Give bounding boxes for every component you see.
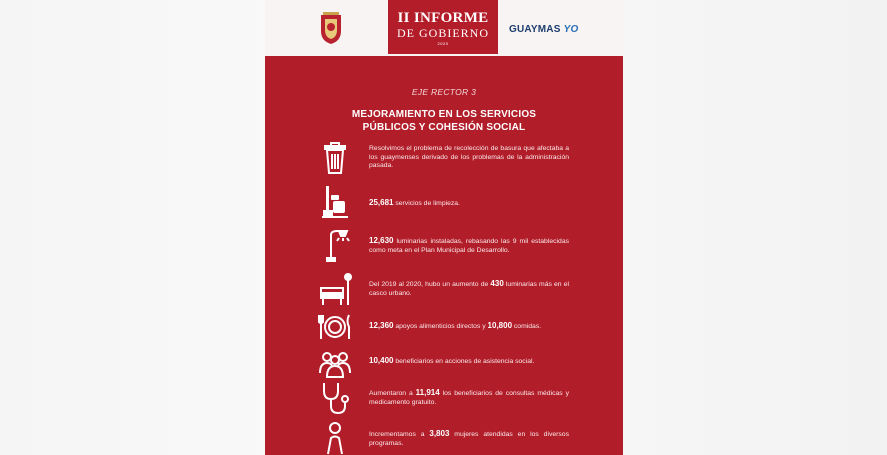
stat-number: 11,914: [415, 388, 440, 397]
people-group-icon: [317, 345, 353, 381]
stat-text: [369, 322, 569, 332]
stat-number: 12,630: [369, 236, 394, 245]
stat-text-part: luminarias más en el casco urbano.: [369, 281, 569, 297]
municipal-seal-icon: [317, 11, 345, 45]
bench-lamp-icon: [317, 272, 353, 308]
stat-text-part: los beneficiarios de consultas médicas y medicamento gratuito.: [369, 390, 569, 406]
stat-number: 430: [490, 279, 504, 288]
stat-text: [369, 389, 569, 407]
cleaning-supplies-icon: [317, 183, 353, 219]
poster-header: [265, 0, 623, 56]
stat-number: 10,400: [369, 356, 394, 365]
infographic-poster: [265, 0, 623, 455]
stat-text: [369, 199, 569, 209]
guaymas-logo: [509, 24, 578, 35]
stat-text-part: Del 2019 al 2020, hubo un aumento de: [369, 281, 491, 288]
stat-text: [369, 237, 569, 255]
brand-suffix: YO: [563, 24, 579, 35]
stat-text-part: Resolvimos el problema de recolección de basura que afectaba a los guaymenses derivado de los problemas de la administración pasada.: [369, 145, 569, 170]
stat-text-part: servicios de limpieza.: [393, 200, 460, 207]
title-year: 2020: [437, 41, 449, 46]
brand-name: GUAYMAS: [509, 24, 561, 35]
stat-text-part: comidas.: [512, 323, 542, 330]
stat-text: [369, 430, 569, 448]
stat-number: 12,360: [369, 321, 394, 330]
title-line-2: DE GOBIERNO: [397, 26, 489, 40]
stat-number: 3,803: [429, 429, 450, 438]
stat-text: [369, 145, 569, 171]
plate-cutlery-icon: [317, 309, 353, 345]
report-title-block: [388, 0, 498, 54]
stat-text: [369, 280, 569, 298]
stat-text: [369, 357, 569, 367]
stethoscope-icon: [317, 380, 353, 416]
stat-number: 10,800: [487, 321, 513, 330]
stat-text-part: luminarias instaladas, rebasando las 9 mil establecidas como meta en el Plan Municipal de Desarrollo.: [369, 238, 569, 254]
eje-label: EJE RECTOR 3: [411, 87, 477, 97]
title-line-1: II INFORME: [397, 10, 489, 26]
section-heading-line-1: MEJORAMIENTO EN LOS SERVICIOS: [351, 109, 537, 120]
stat-text-part: beneficiarios en acciones de asistencia social.: [393, 358, 535, 365]
stat-text-part: apoyos alimenticios directos y: [393, 323, 488, 330]
stat-number: 25,681: [369, 198, 394, 207]
stat-text-part: Aumentaron a: [369, 390, 416, 397]
woman-icon: [317, 420, 353, 455]
stat-text-part: Incrementamos a: [369, 431, 430, 438]
street-lamp-icon: [317, 227, 353, 263]
stat-text-part: mujeres atendidas en los diversos programas.: [369, 431, 569, 447]
section-heading-line-2: PÚBLICOS Y COHESIÓN SOCIAL: [362, 122, 526, 133]
trash-can-icon: [317, 140, 353, 176]
